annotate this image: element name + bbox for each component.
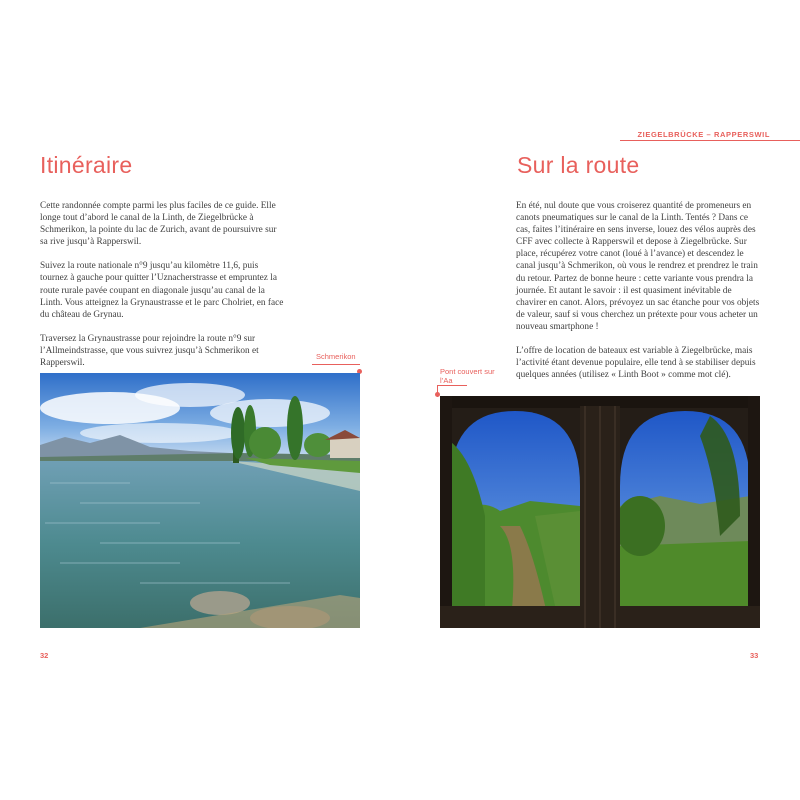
lake-photo-caption: Schmerikon: [316, 352, 356, 361]
right-page-title: Sur la route: [517, 152, 640, 178]
left-paragraph-3: Traversez la Grynaustrasse pour rejoindre la route n°9 sur l’Allmeindstrasse, que vous suivrez jusqu’à Schmerikon et Rapperswil.: [40, 333, 259, 369]
left-page-body: [40, 200, 286, 381]
left-paragraph-1: Cette randonnée compte parmi les plus faciles de ce guide. Elle longe tout d’abord le canal de la Linth, de Ziegelbrücke à Schmerikon, la pointe du lac de Zurich, avant de poursuivre sur sa rive jusqu’à Rapperswil.: [40, 201, 277, 248]
left-page-number: 32: [40, 651, 49, 660]
right-page-body: [516, 200, 760, 393]
left-paragraph-2: Suivez la route nationale n°9 jusqu’au kilomètre 11,6, puis tournez à gauche pour quitter l’Uznacherstrasse et empruntez la route rurale pavée coupant en diagonale jusqu’au canal de la Linth. Vous atteignez la Grynaustrasse et le parc Cholriet, en face du château de Grynau.: [40, 261, 284, 320]
right-page-number: 33: [750, 651, 759, 660]
left-page-title: Itinéraire: [40, 152, 133, 178]
right-paragraph-2: L’offre de location de bateaux est variable à Ziegelbrücke, mais l’activité étant devenue populaire, elle tend à se stabiliser depuis quelques années (utilisez « Linth Boot » comme mot clé).: [516, 346, 756, 381]
bridge-photo-caption: Pont couvert sur l’Aa: [440, 367, 495, 385]
covered-bridge-photo: [440, 396, 760, 628]
lake-caption-leader: [312, 364, 360, 365]
bridge-caption-leader: [437, 385, 467, 386]
right-paragraph-1: En été, nul doute que vous croiserez quantité de promeneurs en canots pneumatiques sur le canal de la Linth. Tentés ? Dans ce cas, faites l’itinéraire en sens inverse, louez des vélos auprès des CFF avec collecte à Rapperswil et depose à Ziegelbrücke. Sur place, récupérez votre canot (loué à l’avance) et descendez le canal jusqu’à Schmerikon, où vous le rendrez et prendrez le train du retour. Partez de bonne heure : cette variante vous prendra la journée. Et autant le savoir : il est quasiment inévitable de chavirer en canot. Alors, prévoyez un sac étanche pour vos objets de valeur, sauf si vous cherchez un prétexte pour vous acheter un nouveau smartphone !: [516, 201, 760, 332]
running-head-rule: [620, 140, 800, 141]
running-head: ZIEGELBRÜCKE – RAPPERSWIL: [637, 130, 770, 139]
lake-photo: [40, 373, 360, 628]
